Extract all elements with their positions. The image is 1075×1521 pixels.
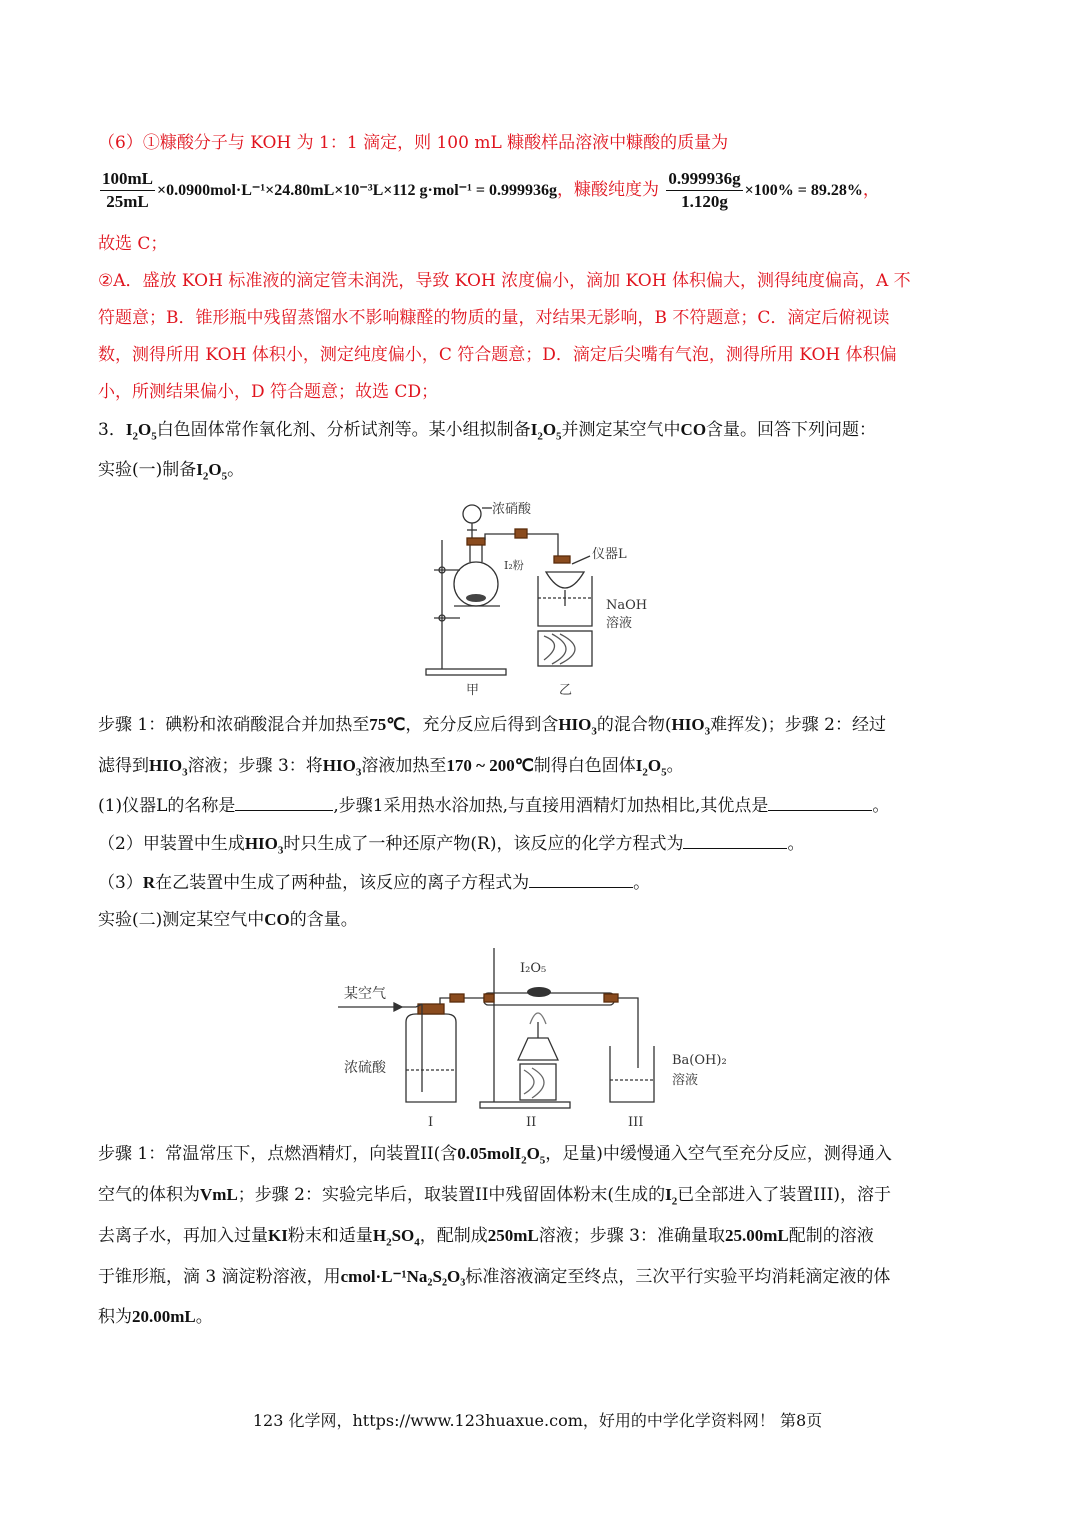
label-solution: 溶液 <box>606 616 633 631</box>
experiment-1-label: 实验(一)制备 <box>98 460 197 480</box>
steps-1-line2 <box>98 754 684 784</box>
temperature: 75℃ <box>369 715 406 734</box>
formula-hio3: $HIO_3$ <box>244 834 284 857</box>
question-text: ,步骤1采用热水浴加热,与直接用酒精灯加热相比,其优点是 <box>333 796 769 816</box>
formula-i2o5: $I_2O_5$ <box>530 420 562 443</box>
step-text: 于锥形瓶，滴 3 滴淀粉溶液，用 <box>98 1267 341 1287</box>
label-apparatus-iii: III <box>628 1115 644 1130</box>
intro-text-1: 白色固体常作氧化剂、分析试剂等。某小组拟制备 <box>156 420 531 440</box>
formula-i2o5: $I_2O_5$ <box>125 420 157 443</box>
step-text: ；步骤 2：实验完毕后，取装置II中残留固体粉末(生成的 <box>237 1185 666 1205</box>
temperature-range: 170 ~ 200℃ <box>446 756 534 775</box>
answer-2-line3: 数，测得所用 KOH 体积小，测定纯度偏小，C 符合题意；D．滴定后尖嘴有气泡，测得所用 KOH 体积偏 <box>98 345 897 365</box>
question-3-intro <box>98 418 876 448</box>
label-iodine-powder: I₂粉 <box>504 559 524 572</box>
answer-blank[interactable] <box>235 794 333 811</box>
label-barium-hydroxide: Ba(OH)₂ <box>672 1053 727 1068</box>
answer-blank[interactable] <box>683 832 787 849</box>
answer-blank[interactable] <box>529 871 633 888</box>
label-apparatus-ii: II <box>526 1115 537 1130</box>
apparatus-figure-2 <box>334 942 754 1132</box>
question-text: 。 <box>633 873 651 893</box>
question-text: (1)仪器L的名称是 <box>98 796 236 816</box>
step-text: ，配制成 <box>419 1226 488 1246</box>
equation-1-body: ×0.0900mol·L⁻¹×24.80mL×10⁻³L×112 g·mol⁻¹ = 0.999936g <box>157 182 557 199</box>
question-text: （3） <box>98 873 143 893</box>
question-text: 。 <box>787 834 805 854</box>
step-text: ，充分反应后得到含 <box>405 715 559 735</box>
step-text: 的混合物( <box>596 715 672 735</box>
label-concentrated-nitric-acid: 浓硝酸 <box>492 502 532 517</box>
label-naoh: NaOH <box>606 598 648 613</box>
answer-2-line4: 小，所测结果偏小，D 符合题意；故选 CD； <box>98 382 439 402</box>
label-yi: 乙 <box>559 683 573 698</box>
volume: 25.00mL <box>725 1226 789 1245</box>
steps-1-line1 <box>98 713 886 743</box>
answer-6-equation <box>98 168 880 213</box>
answer-6-line1: （6）①糠酸分子与 KOH 为 1：1 滴定，则 100 mL 糠酸样品溶液中糠酸的质量为 <box>98 133 729 153</box>
steps-2-line3 <box>98 1224 874 1254</box>
step-text: 。 <box>195 1307 213 1327</box>
question-2 <box>98 832 804 862</box>
equation-2-end: ， <box>862 180 880 200</box>
formula-r: R <box>142 873 156 892</box>
answer-blank[interactable] <box>768 794 872 811</box>
formula-hio3: $HIO_3$ <box>671 715 711 738</box>
formula-hio3: $HIO_3$ <box>149 756 188 779</box>
question-text: 时只生成了一种还原产物(R)，该反应的化学方程式为 <box>283 834 684 854</box>
step-text: 空气的体积为 <box>98 1185 200 1205</box>
step-text: 标准溶液滴定至终点，三次平行实验平均消耗滴定液的体 <box>465 1267 891 1287</box>
equation-fraction-2 <box>666 168 742 213</box>
formula-i2o5: $I_2O_5$ <box>196 460 228 483</box>
experiment-2-label: 的含量。 <box>289 910 358 930</box>
label-concentrated-sulfuric-acid: 浓硫酸 <box>344 1060 386 1076</box>
formula-hio3: $HIO_3$ <box>322 756 362 779</box>
equation-2-body: ×100% = 89.28% <box>744 182 863 199</box>
fraction-1-numerator: 100mL <box>100 168 155 191</box>
step-text: ，足量)中缓慢通入空气至充分反应，测得通入 <box>545 1144 892 1164</box>
formula-i2o5: $I_2O_5$ <box>635 756 667 779</box>
question-number: 3． <box>98 420 126 440</box>
intro-text-2: 并测定某空气中 <box>561 420 681 440</box>
step-text: 去离子水，再加入过量 <box>98 1226 268 1246</box>
label-solution: 溶液 <box>672 1073 699 1088</box>
formula-ki: KI <box>268 1226 288 1245</box>
amount: 0.05mol <box>457 1144 515 1163</box>
page-footer: 123 化学网，https://www.123huaxue.com，好用的中学化学资料网！ 第8页 <box>252 1411 823 1430</box>
titrant-concentration: cmol·L⁻¹Na₂S₂O₃ <box>340 1267 466 1286</box>
step-text: 积为 <box>98 1307 132 1327</box>
step-text: 溶液；步骤 3：准确量取 <box>538 1226 725 1246</box>
step-text: 步骤 1：碘粉和浓硝酸混合并加热至 <box>98 715 370 735</box>
question-3 <box>98 871 650 895</box>
question-1 <box>98 794 889 818</box>
period: 。 <box>227 460 245 480</box>
answer-2-line1: ②A．盛放 KOH 标准液的滴定管未润洗，导致 KOH 浓度偏小，滴加 KOH 体积偏大，测得纯度偏高，A 不 <box>98 271 911 291</box>
fraction-2-denominator: 1.120g <box>681 192 728 211</box>
step-text: 步骤 1：常温常压下，点燃酒精灯，向装置II(含 <box>98 1144 458 1164</box>
volume: 20.00mL <box>132 1307 196 1326</box>
step-text: 制得白色固体 <box>533 756 636 776</box>
fraction-2-numerator: 0.999936g <box>666 168 742 191</box>
fraction-1-denominator: 25mL <box>106 192 149 211</box>
question-text: 。 <box>872 796 890 816</box>
label-jia: 甲 <box>466 683 480 698</box>
steps-2-line5 <box>98 1305 213 1329</box>
experiment-1-title <box>98 458 244 488</box>
period: 。 <box>666 756 684 776</box>
formula-i2: $I_2$ <box>665 1185 678 1208</box>
label-i2o5: I₂O₅ <box>520 961 547 976</box>
label-air: 某空气 <box>344 986 386 1002</box>
step-text: 粉末和适量 <box>287 1226 373 1246</box>
formula-hio3: $HIO_3$ <box>558 715 597 738</box>
volume: VmL <box>200 1185 238 1204</box>
experiment-2-label: 实验(二)测定某空气中 <box>98 910 265 930</box>
volume: 250mL <box>487 1226 539 1245</box>
intro-text-3: 含量。回答下列问题： <box>706 420 877 440</box>
formula-i2o5: $I_2O_5$ <box>514 1144 546 1167</box>
answer-choose-c: 故选 C； <box>98 234 168 254</box>
experiment-2-title <box>98 908 358 932</box>
answer-2-line2: 符题意；B．锥形瓶中残留蒸馏水不影响糠醛的物质的量，对结果无影响，B 不符题意；C．滴定后俯视读 <box>98 308 890 328</box>
label-apparatus-i: I <box>428 1115 434 1130</box>
step-text: 配制的溶液 <box>788 1226 874 1246</box>
equation-fraction-1 <box>100 168 155 213</box>
steps-2-line4 <box>98 1265 890 1289</box>
formula-co: CO <box>680 420 707 439</box>
step-text: 溶液；步骤 3：将 <box>187 756 323 776</box>
apparatus-figure-1 <box>420 494 660 704</box>
step-text: 难挥发)；步骤 2：经过 <box>710 715 886 735</box>
formula-h2so4: $H_2SO_4$ <box>372 1226 420 1249</box>
question-text: （2）甲装置中生成 <box>98 834 245 854</box>
formula-co: CO <box>264 910 290 929</box>
question-text: 在乙装置中生成了两种盐，该反应的离子方程式为 <box>155 873 530 893</box>
purity-label: ，糠酸纯度为 <box>557 180 659 200</box>
steps-2-line2 <box>98 1183 891 1213</box>
step-text: 溶液加热至 <box>361 756 447 776</box>
step-text: 滤得到 <box>98 756 149 776</box>
label-instrument-l: 仪器L <box>592 547 627 562</box>
steps-2-line1 <box>98 1142 892 1172</box>
step-text: 已全部进入了装置III)，溶于 <box>677 1185 891 1205</box>
